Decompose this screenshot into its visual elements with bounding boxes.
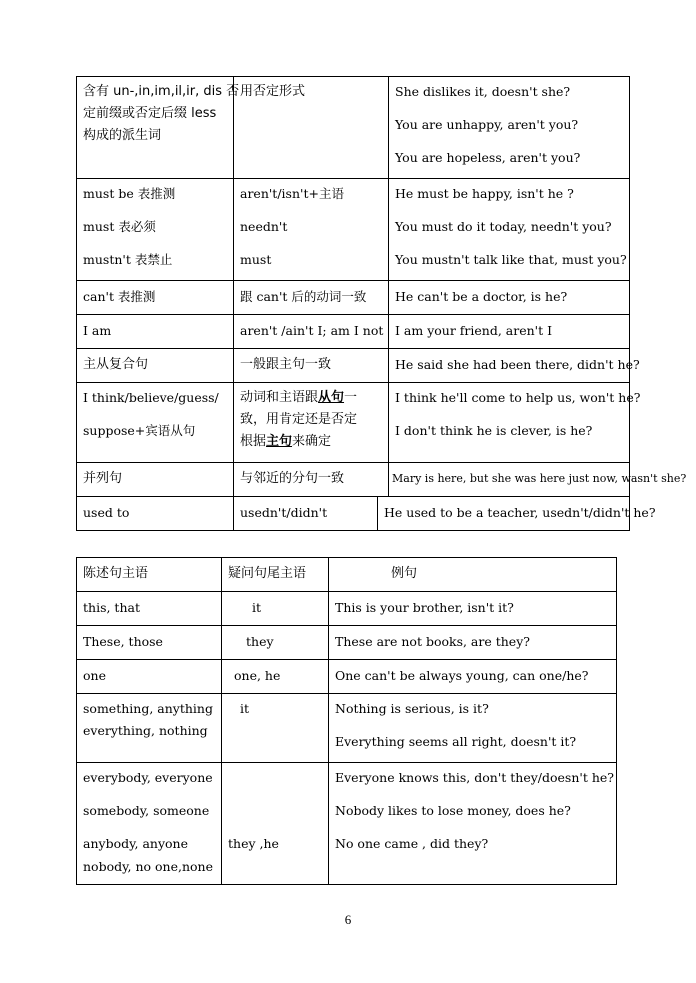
table-row bbox=[77, 497, 630, 531]
cell-condition bbox=[77, 383, 234, 463]
cell-line: Nobody likes to lose money, does he? bbox=[335, 803, 571, 818]
cell-example bbox=[329, 763, 617, 885]
cell-line: Nothing is serious, is it? bbox=[335, 701, 489, 716]
table-row bbox=[77, 349, 630, 383]
table-row bbox=[77, 281, 630, 315]
cell-line: usedn't/didn't bbox=[240, 505, 328, 520]
cell-line: 与邻近的分句一致 bbox=[240, 471, 345, 486]
table-row bbox=[77, 77, 630, 179]
table-row bbox=[77, 626, 617, 660]
cell-tag-subject bbox=[222, 694, 329, 763]
cell-line: Everyone knows this, don't they/doesn't he? bbox=[335, 770, 614, 785]
cell-example bbox=[378, 497, 656, 531]
cell-line: 跟 can't 后的动词一致 bbox=[240, 289, 367, 304]
cell-example bbox=[389, 383, 641, 463]
cell-condition bbox=[77, 179, 234, 281]
cell-example bbox=[389, 315, 630, 349]
cell-rule bbox=[234, 463, 389, 497]
cell-condition bbox=[77, 349, 234, 383]
cell-line: 并列句 bbox=[83, 471, 123, 486]
cell-line: Mary is here, but she was here just now, wasn't she? bbox=[392, 472, 687, 485]
cell-subject bbox=[77, 694, 222, 763]
cell-example bbox=[329, 592, 617, 626]
cell-line: can't 表推测 bbox=[83, 289, 156, 304]
cell-line: one bbox=[83, 668, 106, 683]
cell-line: He said she had been there, didn't he? bbox=[395, 357, 640, 372]
cell-line: You are hopeless, aren't you? bbox=[395, 150, 581, 165]
cell-example bbox=[329, 694, 617, 763]
column-header bbox=[329, 558, 617, 592]
cell-line: 用否定形式 bbox=[240, 84, 306, 99]
cell-example bbox=[389, 463, 687, 497]
cell-line: This is your brother, isn't it? bbox=[335, 600, 514, 615]
cell-line: You are unhappy, aren't you? bbox=[395, 117, 579, 132]
table-row bbox=[77, 383, 630, 463]
cell-condition bbox=[77, 463, 234, 497]
cell-tag-subject bbox=[222, 592, 329, 626]
cell-line: These are not books, are they? bbox=[335, 634, 530, 649]
cell-line: they bbox=[246, 634, 274, 649]
rule-text: 一 bbox=[344, 390, 358, 405]
cell-example bbox=[389, 349, 640, 383]
cell-line bbox=[240, 387, 382, 409]
cell-line: nobody, no one,none bbox=[83, 859, 213, 874]
cell-subject bbox=[77, 592, 222, 626]
cell-line: it bbox=[240, 701, 250, 716]
column-header bbox=[77, 558, 222, 592]
cell-line: suppose+宾语从句 bbox=[83, 423, 196, 438]
cell-line: 定前缀或否定后缀 less bbox=[83, 106, 217, 121]
cell-condition bbox=[77, 77, 240, 179]
cell-line: they ,he bbox=[228, 836, 279, 851]
cell-line: He must be happy, isn't he ? bbox=[395, 186, 574, 201]
cell-line: somebody, someone bbox=[83, 803, 210, 818]
cell-line: used to bbox=[83, 505, 130, 520]
cell-example bbox=[329, 626, 617, 660]
cell-line: one, he bbox=[234, 668, 281, 683]
cell-line bbox=[240, 431, 382, 453]
cell-line: She dislikes it, doesn't she? bbox=[395, 84, 571, 99]
cell-example bbox=[389, 281, 630, 315]
cell-line: These, those bbox=[83, 634, 163, 649]
page-number: 6 bbox=[344, 912, 352, 927]
cell-rule bbox=[234, 179, 389, 281]
cell-line: 陈述句主语 bbox=[83, 566, 149, 581]
cell-example bbox=[329, 660, 617, 694]
table-row bbox=[77, 694, 617, 763]
cell-line: He used to be a teacher, usedn't/didn't he? bbox=[384, 505, 656, 520]
cell-line: this, that bbox=[83, 600, 140, 615]
table-row bbox=[77, 463, 630, 497]
cell-line: everything, nothing bbox=[83, 723, 208, 738]
table-row bbox=[77, 179, 630, 281]
cell-subject bbox=[77, 626, 222, 660]
cell-line: 疑问句尾主语 bbox=[228, 566, 307, 581]
cell-rule bbox=[234, 383, 389, 463]
cell-tag-subject bbox=[222, 763, 329, 885]
emphasis-main-clause: 主句 bbox=[266, 434, 293, 449]
cell-line: 含有 un-,in,im,il,ir, dis 否 bbox=[83, 84, 240, 99]
table-header-row bbox=[77, 558, 617, 592]
cell-line: it bbox=[252, 600, 262, 615]
cell-condition bbox=[77, 315, 234, 349]
table-row bbox=[77, 592, 617, 626]
cell-example bbox=[389, 77, 630, 179]
table-row bbox=[77, 315, 630, 349]
subject-pronoun-table bbox=[76, 557, 617, 885]
cell-line: 致，用肯定还是否定 bbox=[240, 412, 358, 427]
cell-line: mustn't 表禁止 bbox=[83, 252, 173, 267]
rule-text: 动词和主语跟 bbox=[240, 390, 319, 405]
cell-line: I am your friend, aren't I bbox=[395, 323, 553, 338]
cell-line: You mustn't talk like that, must you? bbox=[395, 252, 627, 267]
cell-rule bbox=[234, 497, 378, 531]
cell-line: I think/believe/guess/ bbox=[83, 390, 219, 405]
cell-line: I am bbox=[83, 323, 112, 338]
emphasis-clause: 从句 bbox=[318, 390, 345, 405]
column-header bbox=[222, 558, 329, 592]
cell-line: everybody, everyone bbox=[83, 770, 213, 785]
cell-line: must bbox=[240, 252, 272, 267]
table-row bbox=[77, 763, 617, 885]
cell-line: must be 表推测 bbox=[83, 186, 176, 201]
cell-condition bbox=[77, 281, 234, 315]
cell-line: I think he'll come to help us, won't he? bbox=[395, 390, 641, 405]
cell-line: I don't think he is clever, is he? bbox=[395, 423, 593, 438]
cell-rule bbox=[234, 77, 389, 179]
cell-rule bbox=[234, 349, 389, 383]
cell-tag-subject bbox=[222, 660, 329, 694]
cell-line: something, anything bbox=[83, 701, 213, 716]
cell-line: You must do it today, needn't you? bbox=[395, 219, 612, 234]
cell-example bbox=[389, 179, 630, 281]
cell-subject bbox=[77, 763, 222, 885]
cell-line: needn't bbox=[240, 219, 288, 234]
cell-tag-subject bbox=[222, 626, 329, 660]
cell-subject bbox=[77, 660, 222, 694]
cell-line: 例句 bbox=[391, 566, 418, 581]
cell-line: must 表必须 bbox=[83, 219, 156, 234]
tag-question-rules-table bbox=[76, 76, 687, 531]
cell-line: 主从复合句 bbox=[83, 357, 149, 372]
cell-rule bbox=[234, 315, 389, 349]
cell-condition bbox=[77, 497, 234, 531]
cell-line: One can't be always young, can one/he? bbox=[335, 668, 589, 683]
cell-line: No one came , did they? bbox=[335, 836, 489, 851]
rule-text: 根据 bbox=[240, 434, 267, 449]
cell-line: Everything seems all right, doesn't it? bbox=[335, 734, 577, 749]
table-row bbox=[77, 660, 617, 694]
cell-line: 一般跟主句一致 bbox=[240, 357, 332, 372]
cell-line: He can't be a doctor, is he? bbox=[395, 289, 568, 304]
cell-line: anybody, anyone bbox=[83, 836, 188, 851]
cell-line: 构成的派生词 bbox=[83, 128, 162, 143]
cell-line: aren't /ain't I; am I not bbox=[240, 323, 384, 338]
rule-text: 来确定 bbox=[292, 434, 332, 449]
cell-line: aren't/isn't+主语 bbox=[240, 186, 344, 201]
cell-rule bbox=[234, 281, 389, 315]
